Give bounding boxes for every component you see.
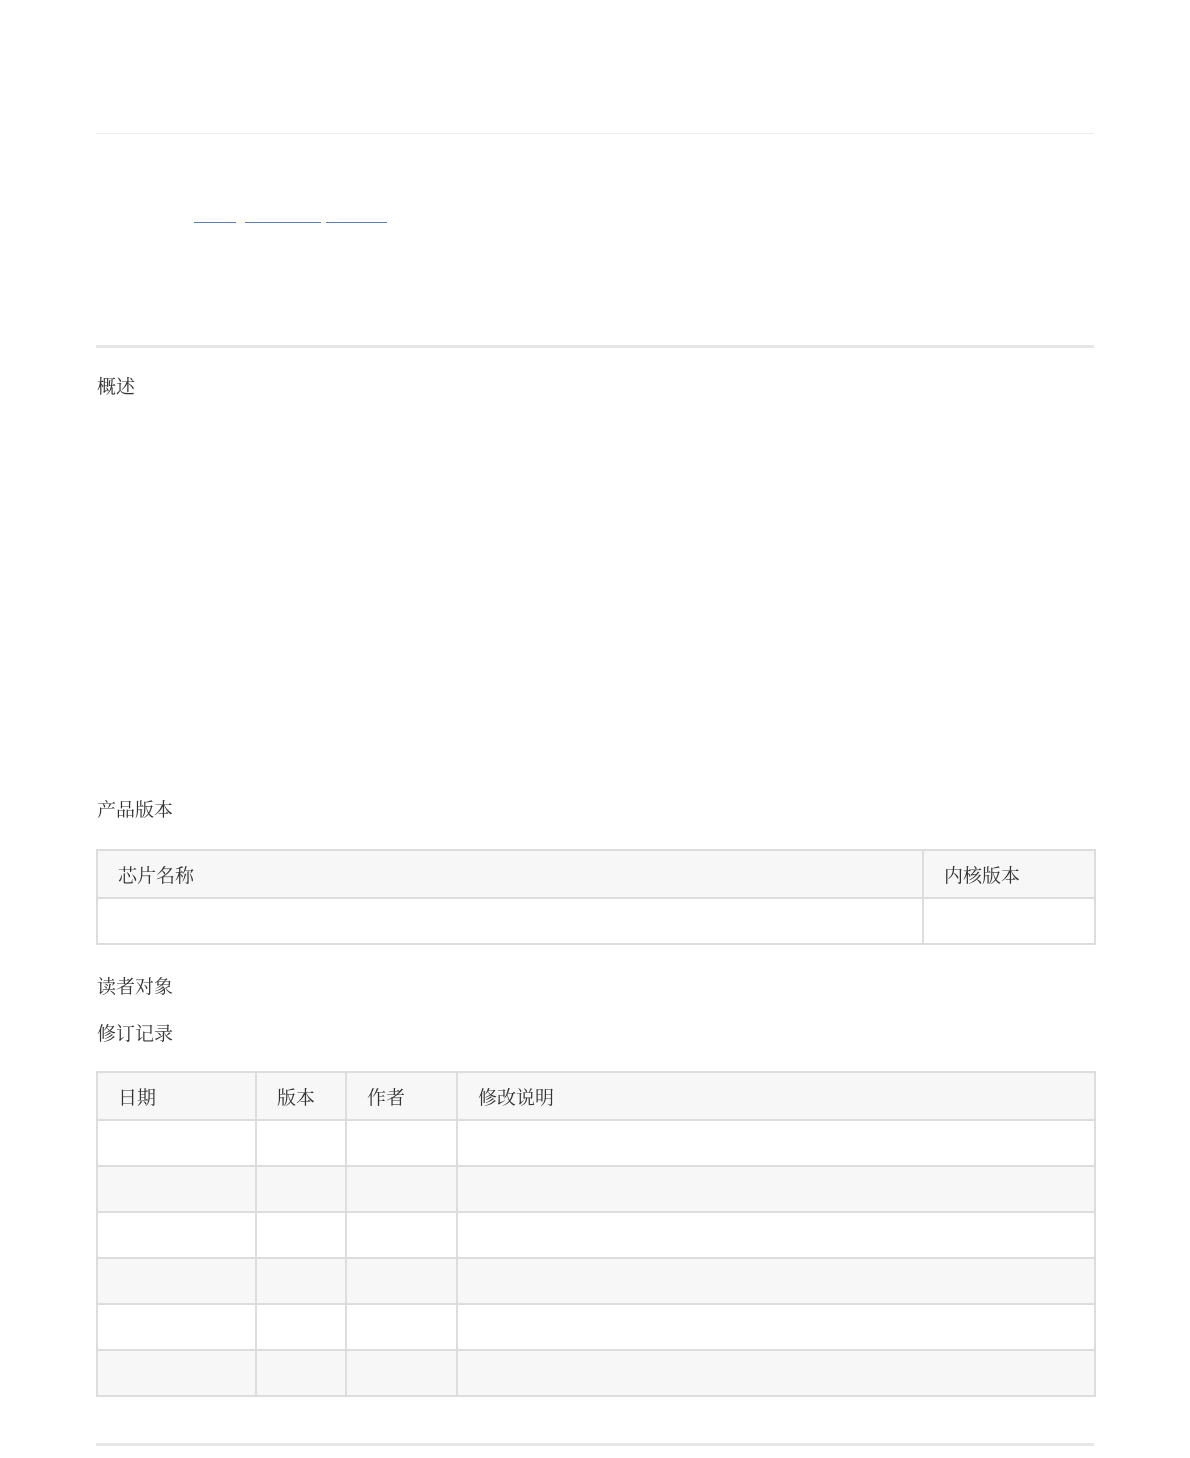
column-header-change-description: 修改说明 [457, 1072, 1095, 1120]
header-divider [96, 345, 1094, 348]
table-cell [346, 1350, 457, 1396]
table-cell [346, 1212, 457, 1258]
table-row [97, 1166, 1095, 1212]
table-cell [346, 1166, 457, 1212]
table-cell [97, 1166, 256, 1212]
column-header-chip-name: 芯片名称 [97, 850, 923, 898]
table-cell [346, 1120, 457, 1166]
table-cell [256, 1120, 346, 1166]
table-cell [457, 1212, 1095, 1258]
column-header-date: 日期 [97, 1072, 256, 1120]
revision-history-table [96, 1071, 1096, 1397]
table-cell [457, 1350, 1095, 1396]
footer-divider [96, 1443, 1094, 1446]
table-header-row [97, 1072, 1095, 1120]
table-cell [256, 1350, 346, 1396]
table-cell [457, 1166, 1095, 1212]
table-cell [256, 1258, 346, 1304]
table-row [97, 1258, 1095, 1304]
table-cell [457, 1304, 1095, 1350]
breadcrumb-link-2[interactable] [245, 222, 321, 223]
table-cell [97, 1212, 256, 1258]
table-cell [346, 1304, 457, 1350]
table-cell [457, 1258, 1095, 1304]
table-cell [256, 1166, 346, 1212]
column-header-kernel-version: 内核版本 [923, 850, 1095, 898]
breadcrumb-link-1[interactable] [194, 222, 236, 223]
table-row [97, 1120, 1095, 1166]
product-version-table [96, 849, 1096, 945]
table-header-row [97, 850, 1095, 898]
revision-history-heading: 修订记录 [97, 1023, 174, 1045]
overview-heading: 概述 [97, 376, 136, 398]
table-cell [256, 1304, 346, 1350]
table-cell [256, 1212, 346, 1258]
table-cell [923, 898, 1095, 944]
table-row [97, 1350, 1095, 1396]
column-header-version: 版本 [256, 1072, 346, 1120]
breadcrumb-link-3[interactable] [326, 222, 387, 223]
table-cell [97, 898, 923, 944]
table-cell [97, 1304, 256, 1350]
table-cell [97, 1350, 256, 1396]
column-header-author: 作者 [346, 1072, 457, 1120]
table-row [97, 1304, 1095, 1350]
audience-heading: 读者对象 [97, 976, 174, 998]
product-version-heading: 产品版本 [97, 799, 174, 821]
top-divider [96, 133, 1094, 134]
table-row [97, 898, 1095, 944]
table-cell [97, 1120, 256, 1166]
table-cell [457, 1120, 1095, 1166]
table-cell [346, 1258, 457, 1304]
table-cell [97, 1258, 256, 1304]
table-row [97, 1212, 1095, 1258]
